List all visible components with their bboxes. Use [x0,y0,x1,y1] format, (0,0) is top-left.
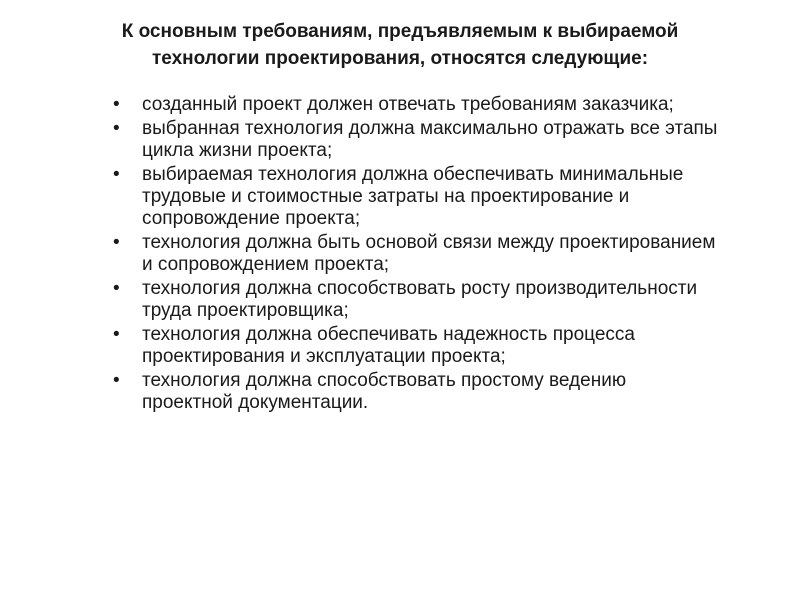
list-item-text: проектной документации. [142,392,369,413]
bullet-icon: • [113,232,120,253]
slide-title-line-1: К основным требованиям, предъявляемым к выбираемой [121,21,679,42]
list-item-text: технология должна быть основой связи между проектированием [142,232,716,253]
list-item [113,324,800,368]
bullet-icon: • [113,118,120,139]
requirements-list [113,94,800,416]
list-item [113,118,800,162]
list-item-text: трудовые и стоимостные затраты на проектирование и [142,186,630,207]
list-item-text: и сопровождением проекта; [142,254,390,275]
list-item-text: труда проектировщика; [142,300,349,321]
list-item [113,94,800,116]
list-item-text: технология должна способствовать простому ведению [142,370,627,391]
list-item-text: выбранная технология должна максимально отражать все этапы [142,118,718,139]
list-item [113,370,800,414]
list-item-text: сопровождение проекта; [142,208,361,229]
bullet-icon: • [113,278,120,299]
bullet-icon: • [113,370,120,391]
bullet-icon: • [113,94,120,115]
list-item-text: проектирования и эксплуатации проекта; [142,346,506,367]
slide-title-line-2: технологии проектирования, относятся следующие: [151,48,649,69]
list-item [113,232,800,276]
bullet-icon: • [113,324,120,345]
list-item [113,278,800,322]
bullet-icon: • [113,164,120,185]
list-item-text: созданный проект должен отвечать требованиям заказчика; [142,94,674,115]
list-item-text: выбираемая технология должна обеспечивать минимальные [142,164,684,185]
list-item-text: технология должна обеспечивать надежность процесса [142,324,635,345]
slide-title [40,18,760,72]
list-item [113,164,800,230]
list-item-text: цикла жизни проекта; [142,140,333,161]
list-item-text: технология должна способствовать росту производительности [142,278,698,299]
